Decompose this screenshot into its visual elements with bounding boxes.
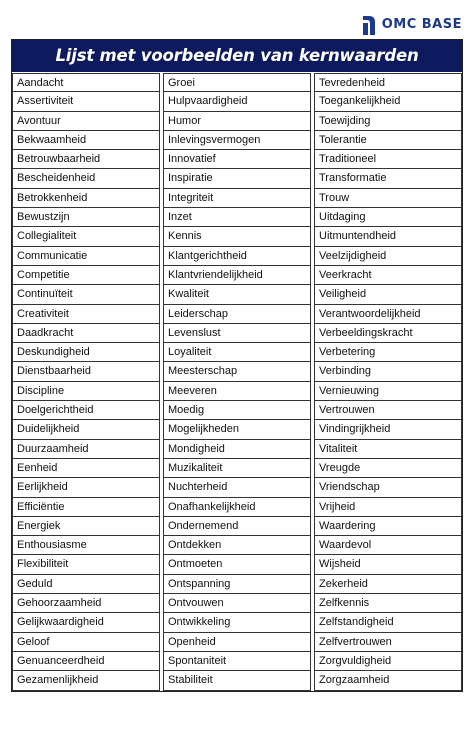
table-cell: Verantwoordelijkheid xyxy=(314,305,462,324)
table-cell: Levenslust xyxy=(163,324,311,343)
table-cell: Vindingrijkheid xyxy=(314,420,462,439)
table-cell: Enthousiasme xyxy=(12,536,160,555)
table-cell: Creativiteit xyxy=(12,305,160,324)
table-cell: Eerlijkheid xyxy=(12,478,160,497)
table-cell: Genuanceerdheid xyxy=(12,652,160,671)
table-cell: Klantvriendelijkheid xyxy=(163,266,311,285)
table-cell: Betrokkenheid xyxy=(12,189,160,208)
table-cell: Inspiratie xyxy=(163,169,311,188)
table-cell: Tevredenheid xyxy=(314,73,462,92)
column-3 xyxy=(314,72,462,691)
table-cell: Efficiëntie xyxy=(12,498,160,517)
table-cell: Trouw xyxy=(314,189,462,208)
table-cell: Continuïteit xyxy=(12,285,160,304)
table-cell: Veelzijdigheid xyxy=(314,247,462,266)
values-table xyxy=(11,39,463,692)
table-cell: Aandacht xyxy=(12,73,160,92)
column-2 xyxy=(163,72,311,691)
table-cell: Klantgerichtheid xyxy=(163,247,311,266)
table-cell: Duidelijkheid xyxy=(12,420,160,439)
table-cell: Zekerheid xyxy=(314,575,462,594)
table-cell: Meesterschap xyxy=(163,362,311,381)
table-cell: Zelfstandigheid xyxy=(314,613,462,632)
table-cell: Bekwaamheid xyxy=(12,131,160,150)
table-cell: Uitmuntendheid xyxy=(314,227,462,246)
table-cell: Verbetering xyxy=(314,343,462,362)
table-cell: Geloof xyxy=(12,633,160,652)
table-cell: Ontwikkeling xyxy=(163,613,311,632)
table-cell: Zorgzaamheid xyxy=(314,671,462,690)
table-cell: Vernieuwing xyxy=(314,382,462,401)
table-columns xyxy=(12,72,462,691)
table-cell: Mogelijkheden xyxy=(163,420,311,439)
table-cell: Veerkracht xyxy=(314,266,462,285)
omc-logo-icon xyxy=(362,14,378,36)
table-cell: Inlevingsvermogen xyxy=(163,131,311,150)
table-cell: Traditioneel xyxy=(314,150,462,169)
table-cell: Vitaliteit xyxy=(314,440,462,459)
table-cell: Collegialiteit xyxy=(12,227,160,246)
table-cell: Bescheidenheid xyxy=(12,169,160,188)
table-cell: Toewijding xyxy=(314,112,462,131)
table-cell: Ontdekken xyxy=(163,536,311,555)
table-cell: Eenheid xyxy=(12,459,160,478)
table-cell: Discipline xyxy=(12,382,160,401)
logo-text: OMC BASE xyxy=(381,17,462,32)
table-cell: Avontuur xyxy=(12,112,160,131)
table-cell: Deskundigheid xyxy=(12,343,160,362)
table-cell: Daadkracht xyxy=(12,324,160,343)
table-cell: Stabiliteit xyxy=(163,671,311,690)
table-cell: Zorgvuldigheid xyxy=(314,652,462,671)
table-cell: Mondigheid xyxy=(163,440,311,459)
table-cell: Waardevol xyxy=(314,536,462,555)
brand-logo xyxy=(362,14,462,36)
table-cell: Ontvouwen xyxy=(163,594,311,613)
table-cell: Ontspanning xyxy=(163,575,311,594)
table-cell: Vertrouwen xyxy=(314,401,462,420)
table-cell: Onafhankelijkheid xyxy=(163,498,311,517)
table-cell: Spontaniteit xyxy=(163,652,311,671)
table-cell: Geduld xyxy=(12,575,160,594)
table-cell: Doelgerichtheid xyxy=(12,401,160,420)
column-1 xyxy=(12,72,160,691)
table-cell: Waardering xyxy=(314,517,462,536)
table-cell: Vriendschap xyxy=(314,478,462,497)
table-cell: Transformatie xyxy=(314,169,462,188)
table-cell: Communicatie xyxy=(12,247,160,266)
table-cell: Ontmoeten xyxy=(163,555,311,574)
table-cell: Humor xyxy=(163,112,311,131)
table-cell: Integriteit xyxy=(163,189,311,208)
table-cell: Assertiviteit xyxy=(12,92,160,111)
table-cell: Verbinding xyxy=(314,362,462,381)
table-cell: Gelijkwaardigheid xyxy=(12,613,160,632)
table-cell: Moedig xyxy=(163,401,311,420)
table-cell: Innovatief xyxy=(163,150,311,169)
table-cell: Inzet xyxy=(163,208,311,227)
table-cell: Veiligheid xyxy=(314,285,462,304)
table-cell: Verbeeldingskracht xyxy=(314,324,462,343)
table-cell: Wijsheid xyxy=(314,555,462,574)
table-cell: Nuchterheid xyxy=(163,478,311,497)
table-cell: Energiek xyxy=(12,517,160,536)
table-cell: Loyaliteit xyxy=(163,343,311,362)
table-cell: Muzikaliteit xyxy=(163,459,311,478)
table-cell: Kwaliteit xyxy=(163,285,311,304)
table-cell: Kennis xyxy=(163,227,311,246)
table-cell: Ondernemend xyxy=(163,517,311,536)
table-cell: Zelfvertrouwen xyxy=(314,633,462,652)
table-cell: Bewustzijn xyxy=(12,208,160,227)
table-cell: Competitie xyxy=(12,266,160,285)
table-cell: Toegankelijkheid xyxy=(314,92,462,111)
table-title: Lijst met voorbeelden van kernwaarden xyxy=(12,40,462,72)
table-cell: Vrijheid xyxy=(314,498,462,517)
table-cell: Duurzaamheid xyxy=(12,440,160,459)
table-cell: Dienstbaarheid xyxy=(12,362,160,381)
table-cell: Hulpvaardigheid xyxy=(163,92,311,111)
table-cell: Openheid xyxy=(163,633,311,652)
table-cell: Uitdaging xyxy=(314,208,462,227)
table-cell: Zelfkennis xyxy=(314,594,462,613)
table-cell: Gehoorzaamheid xyxy=(12,594,160,613)
table-cell: Meeveren xyxy=(163,382,311,401)
table-cell: Vreugde xyxy=(314,459,462,478)
table-cell: Leiderschap xyxy=(163,305,311,324)
table-cell: Flexibiliteit xyxy=(12,555,160,574)
table-cell: Betrouwbaarheid xyxy=(12,150,160,169)
table-cell: Groei xyxy=(163,73,311,92)
table-cell: Tolerantie xyxy=(314,131,462,150)
table-cell: Gezamenlijkheid xyxy=(12,671,160,690)
